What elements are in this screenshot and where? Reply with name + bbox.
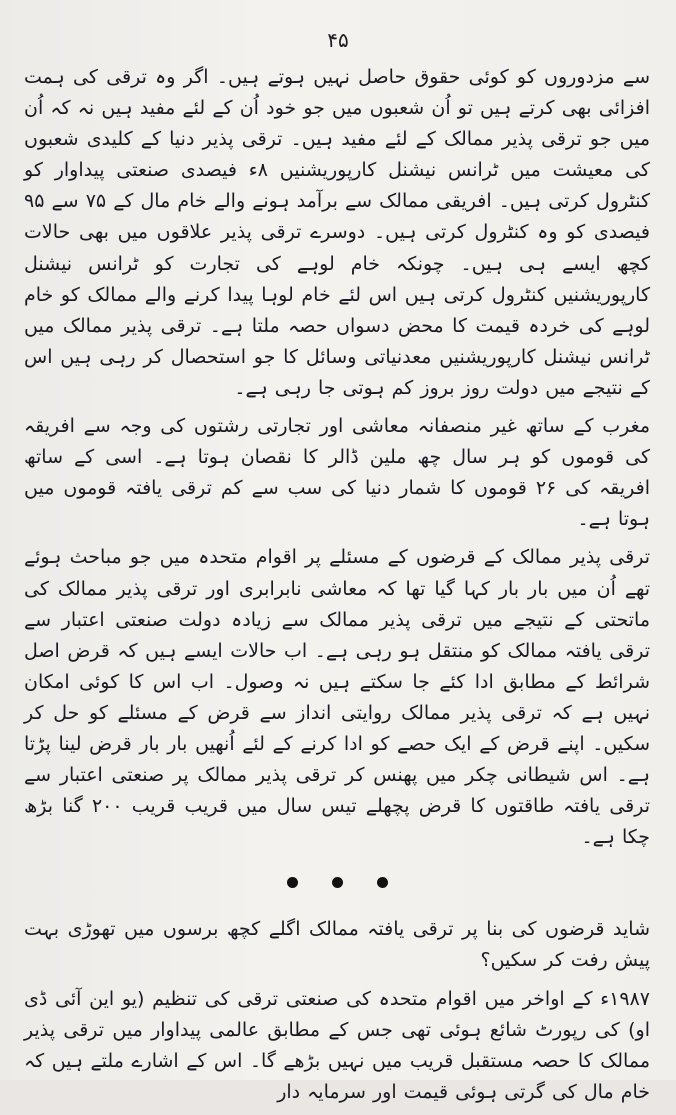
separator-dot xyxy=(377,877,388,888)
separator-dot xyxy=(332,877,343,888)
paragraph-2: مغرب کے ساتھ غیر منصفانہ معاشی اور تجارتی رشتوں کی وجہ سے افریقہ کی قوموں کو ہر سال چھ ملین ڈالر کا نقصان ہوتا ہے۔ اسی کے ساتھ افریقہ کی ۲۶ قوموں کا شمار دنیا کی سب سے کم ترقی یافتہ قوموں میں ہوتا ہے۔ xyxy=(24,415,650,531)
paragraph-5: ۱۹۸۷ء کے اواخر میں اقوام متحدہ کی صنعتی ترقی کی تنظیم (یو این آئی ڈی او) کی رپورٹ شائع ہوئی تھی جس کے مطابق عالمی پیداوار میں ترقی پذیر ممالک کا حصہ مستقبل قریب میں نہیں بڑھے گا۔ اس کے اشارے ملتے ہیں کہ خام مال کی گرتی ہوئی قیمت اور سرمایہ دار xyxy=(24,987,650,1103)
paragraph-3: ترقی پذیر ممالک کے قرضوں کے مسئلے پر اقوام متحدہ میں جو مباحث ہوئے تھے اُن میں بار بار کہا گیا تھا کہ معاشی نابرابری اور ترقی پذیر ممالک کی ماتحتی کے نتیجے میں ترقی پذیر ممالک سے زیادہ دولت صنعتی اعتبار سے ترقی یافتہ ممالک کو منتقل ہو رہی ہے۔ اب حالات ایسے ہیں کہ قرض اصل شرائط کے مطابق ادا کئے جا سکتے ہیں نہ وصول۔ اب اس کا کوئی امکان نہیں ہے کہ ترقی پذیر ممالک روایتی انداز سے قرض کے مسئلے کو حل کر سکیں۔ اپنے قرض کے ایک حصے کو ادا کرنے کے لئے اُنھیں بار بار قرض لینا پڑتا ہے۔ اس شیطانی چکر میں پھنس کر ترقی پذیر ممالک پر صنعتی اعتبار سے ترقی یافتہ طاقتوں کا قرض پچھلے تیس سال میں قریب قریب ۲۰۰ گنا بڑھ چکا ہے۔ xyxy=(24,546,651,849)
page-number: ۴۵ xyxy=(327,28,349,52)
paragraph-1: سے مزدوروں کو کوئی حقوق حاصل نہیں ہوتے ہیں۔ اگر وہ ترقی کی ہمت افزائی بھی کرتے ہیں تو اُن شعبوں میں جو خود اُن کے لئے مفید ہیں نہ کہ اُن میں جو ترقی پذیر ممالک کے لئے مفید ہیں۔ ترقی پذیر دنیا کے کلیدی شعبوں کی معیشت میں ٹرانس نیشنل کارپوریشنیں ۸ء فیصدی صنعتی پیداوار کو کنٹرول کرتی ہیں۔ افریقی ممالک سے برآمد ہونے والے خام مال کے ۷۵ سے ۹۵ فیصدی کو وہ کنٹرول کرتی ہیں۔ دوسرے ترقی پذیر علاقوں میں بھی حالات کچھ ایسے ہی ہیں۔ چونکہ خام لوہے کی تجارت کو ٹرانس نیشنل کارپوریشنیں کنٹرول کرتی ہیں اس لئے خام لوہا پیدا کرنے والے ممالک کو خام لوہے کی خردہ قیمت کا محض دسواں حصہ ملتا ہے۔ ترقی پذیر ممالک میں ٹرانس نیشنل کارپوریشنیں معدنیاتی وسائل کا جو استحصال کر رہی ہیں اس کے نتیجے میں دولت روز بروز کم ہوتی جا رہی ہے۔ xyxy=(24,66,650,399)
page-body xyxy=(24,62,650,1115)
paragraph-4: شاید قرضوں کی بنا پر ترقی یافتہ ممالک اگلے کچھ برسوں میں تھوڑی بہت پیش رفت کر سکیں؟ xyxy=(24,918,650,972)
section-separator xyxy=(24,860,650,904)
separator-dot xyxy=(287,877,298,888)
